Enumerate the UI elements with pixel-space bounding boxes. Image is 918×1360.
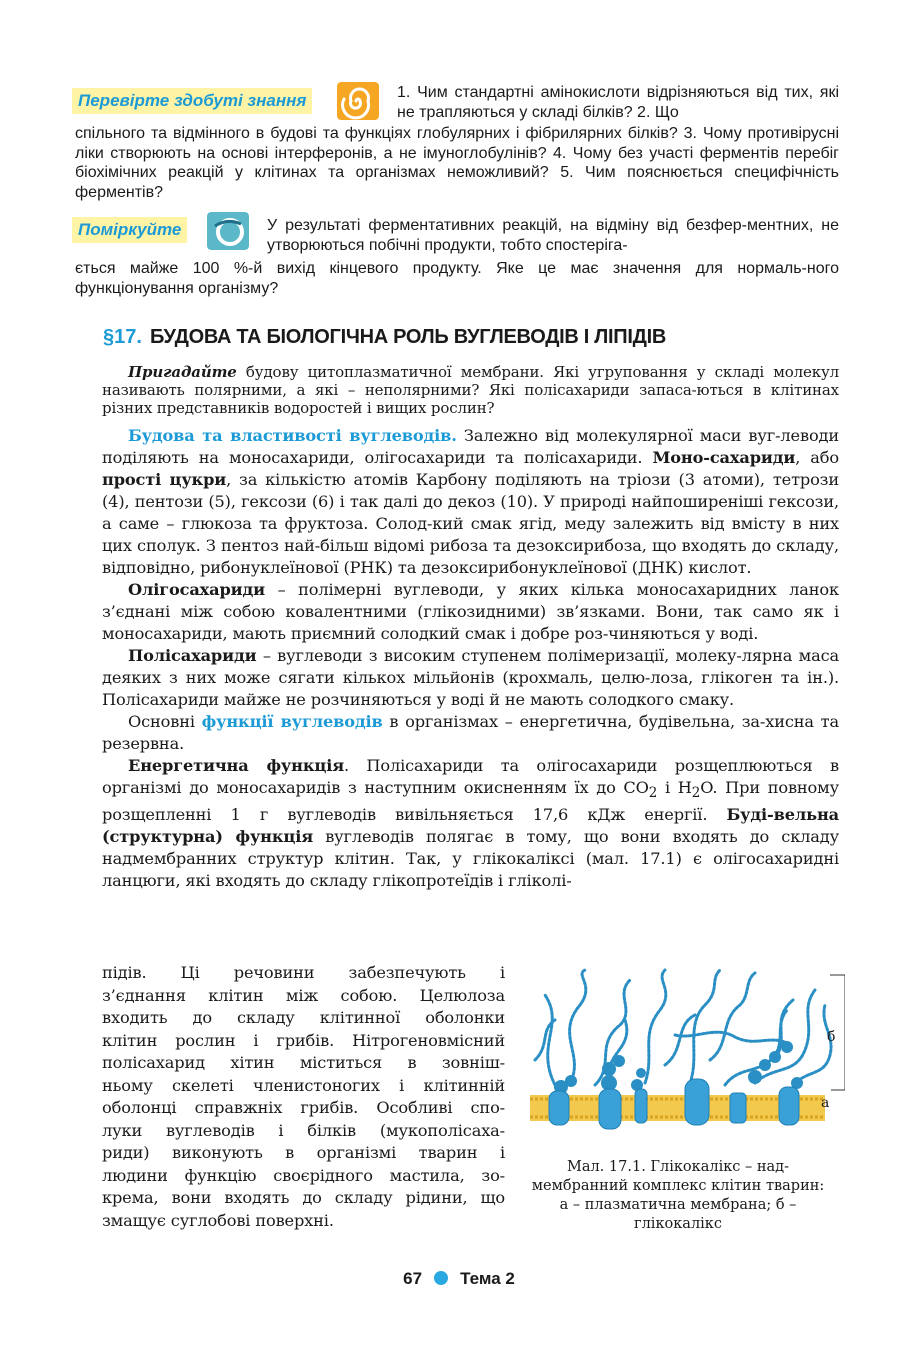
figure-label-b: б xyxy=(827,1029,836,1045)
para5-text-4: вуглеводів полягає в тому, що вони входять до складу надмембранних структур клітин. Так, у глікокаліксі (мал. 17.1) є олігосахаридні ланцюги, які входять до складу глікопротеїдів і гліколі- xyxy=(102,827,839,891)
energy-function-term: Енергетична функція xyxy=(128,756,344,775)
wrapped-column xyxy=(102,962,505,1232)
figure-label-a: а xyxy=(821,1095,830,1111)
co2-subscript: 2 xyxy=(648,785,658,802)
para1-text-1: Залежно від молекулярної маси вуг-леводи поділяють на моносахариди, олігосахариди та полісахариди. xyxy=(102,426,839,467)
circle-swirl-icon xyxy=(207,212,249,250)
wrap-line: крема, вони входять до складу рідини, що xyxy=(102,1188,505,1207)
para4-text-1: Основні xyxy=(128,712,202,731)
check-questions-first: 1. Чим стандартні амінокислоти відрізняються від тих, які не трапляються у складі білків? 2. Що xyxy=(397,84,839,121)
structural-function-term: Буді-вельна (структурна) функція xyxy=(102,805,839,847)
functions-heading: функції вуглеводів xyxy=(201,712,383,731)
paragraph-functions xyxy=(102,711,839,755)
oligosaccharides-term: Олігосахариди xyxy=(128,580,266,599)
wrap-line: оболонці справжніх грибів. Особливі спо- xyxy=(102,1098,505,1117)
para5-text-2: і H xyxy=(657,778,692,797)
think-text-first: У результаті ферментативних реакцій, на відміну від безфер-ментних, не утворюються побічні продукти, тобто спостеріга- xyxy=(267,217,839,254)
section-title: БУДОВА ТА БІОЛОГІЧНА РОЛЬ ВУГЛЕВОДІВ І ЛІПІДІВ xyxy=(149,326,666,348)
structure-heading: Будова та властивості вуглеводів. xyxy=(128,426,457,445)
para2-text: – полімерні вуглеводи, у яких кілька моносахаридних ланок з’єднані між собою ковалентними (глікозидними) зв’язками. Вони, так само як і моносахариди, мають приємний солодкий смак і добре роз-чиняються у воді. xyxy=(102,580,839,643)
para1-text-2: , або xyxy=(795,448,839,467)
think-label: Поміркуйте xyxy=(72,217,187,243)
wrap-line: луки вуглеводів і білків (мукополісаха- xyxy=(102,1120,505,1140)
wrap-line: змащує суглобові поверхні. xyxy=(102,1210,334,1230)
paragraph-structure xyxy=(102,425,839,579)
bullet-dot-icon xyxy=(434,1271,448,1285)
page-number: 67 xyxy=(403,1269,423,1288)
paragraph-oligosaccharides xyxy=(102,579,839,645)
wrap-line: входить до складу клітинної оболонки xyxy=(102,1008,505,1027)
glycocalyx-chains xyxy=(535,970,831,1085)
para5-text-3: O. При повному розщепленні 1 г вуглеводів вивільняється 17,6 кДж енергії. xyxy=(102,778,839,825)
bead-clusters xyxy=(554,1041,803,1094)
para1-text-3: , за кількістю атомів Карбону поділяють на тріози (3 атоми), тетрози (4), пентози (5), гексози (6) і так далі до декоз (10). У природі найпоширеніші гексози, а саме – глюкоза та фруктоза. Солод-кий смак ягід, меду залежить від вмісту в них цих сполук. З пентоз най-більш відомі рибоза та дезоксирибоза, що входять до складу, відповідно, рибонуклеїнової (РНК) та дезоксирибонуклеїнової (ДНК) кислот. xyxy=(102,470,840,577)
h2o-subscript: 2 xyxy=(691,785,701,802)
main-body xyxy=(102,425,839,892)
monosaccharides-term: Моно-сахариди xyxy=(652,448,796,467)
simple-sugars-term: прості цукри xyxy=(102,470,227,489)
wrap-line: з’єднання клітин між собою. Целюлоза xyxy=(102,985,505,1005)
page-footer xyxy=(0,1269,918,1289)
paragraph-polysaccharides xyxy=(102,645,839,711)
spiral-icon xyxy=(337,82,379,120)
polysaccharides-term: Полісахариди xyxy=(128,646,257,665)
para3-text: – вуглеводи з високим ступенем полімеризації, молеку-лярна маса деяких з них може сягати кількох мільйонів (крохмаль, целю-лоза, глікоген та ін.). Полісахариди майже не розчиняються у воді й не мають солодкого смаку. xyxy=(102,646,839,709)
section-number: §17. xyxy=(103,326,142,348)
wrap-line: риди) виконують в організмі тварин і xyxy=(102,1143,505,1162)
wrap-line: клітин рослин і грибів. Нітрогеновмісний xyxy=(102,1030,505,1050)
paragraph-energy xyxy=(102,755,839,892)
wrap-line: підів. Ці речовини забезпечують і xyxy=(102,963,505,982)
wrap-line: ньому скелеті членистоногих і клітинній xyxy=(102,1075,505,1095)
remember-paragraph xyxy=(102,363,839,417)
wrap-line: полісахарид хітин міститься в зовніш- xyxy=(102,1053,505,1072)
section-heading xyxy=(103,326,666,349)
wrap-line: людини функцію своєрідного мастила, зо- xyxy=(102,1165,505,1185)
remember-lead: Пригадайте xyxy=(128,363,237,381)
check-questions-rest: спільного та відмінного в будові та функціях глобулярних і фібрилярних білків? 3. Чому противірусні ліки створюють на основі інтерферонів, а не імуноглобулінів? 4. Чому без участі ферментів перебіг біохімічних реакцій у клітинах та організмах неможливий? 5. Чим пояснюється специфічність ферментів? xyxy=(75,125,839,201)
topic-label: Тема 2 xyxy=(460,1269,515,1288)
check-knowledge-label: Перевірте здобуті знання xyxy=(72,88,312,114)
glycocalyx-figure xyxy=(525,965,845,1145)
para4-text-2: в організмах – енергетична, будівельна, за-хисна та резервна. xyxy=(102,712,839,753)
think-text-rest: ється майже 100 %-й вихід кінцевого продукту. Яке це має значення для нормаль-ного функціонування організму? xyxy=(75,260,839,297)
figure-caption: Мал. 17.1. Глікокалікс – над-мембранний комплекс клітин тварин: а – плазматична мембрана; б – глікокалікс xyxy=(531,1159,825,1232)
remember-text: будову цитоплазматичної мембрани. Які угруповання у складі молекул називають полярними, а які – неполярними? Які полісахариди запаса-ються в клітинах різних представників водоростей і вищих рослин? xyxy=(102,363,839,417)
para5-text-1: . Полісахариди та олігосахариди розщеплюються в організмі до моносахаридів з наступним окисненням їх до CO xyxy=(102,756,839,797)
